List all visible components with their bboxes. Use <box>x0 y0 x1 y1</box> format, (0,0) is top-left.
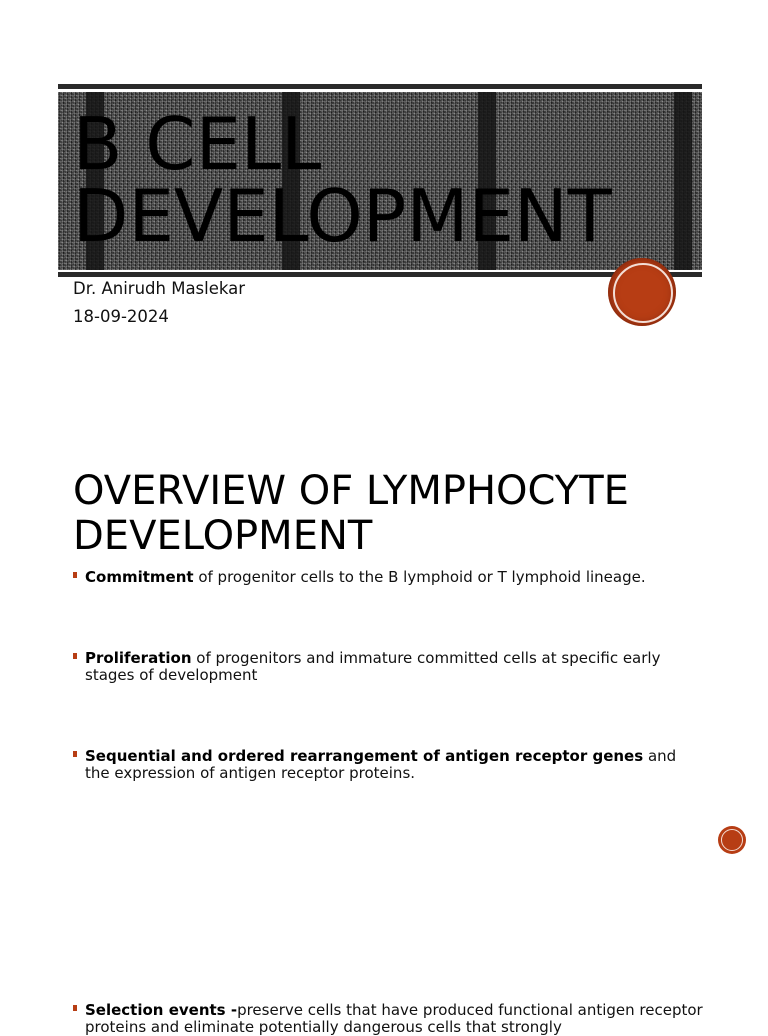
bullet-marker-icon <box>73 1005 77 1011</box>
decorative-circle-small <box>718 826 746 854</box>
bullet-marker-icon <box>73 653 77 659</box>
bullet-text: of progenitors and immature committed cells at specific early stages of development <box>85 649 661 684</box>
bullet-marker-icon <box>73 572 77 578</box>
bullet-item <box>73 748 703 782</box>
bullet-bold-text: Proliferation <box>85 649 192 667</box>
decorative-circle-large <box>608 258 676 326</box>
section-heading-line-2: DEVELOPMENT <box>73 513 373 559</box>
bullet-item <box>73 650 703 684</box>
section-heading-line-1: OVERVIEW OF LYMPHOCYTE <box>73 468 629 514</box>
banner-top-line <box>58 84 702 89</box>
author-name: Dr. Anirudh Maslekar <box>73 279 246 298</box>
slide-title <box>73 102 612 258</box>
bullet-text: of progenitor cells to the B lymphoid or T lymphoid lineage. <box>193 568 646 586</box>
banner-bottom-line <box>58 272 702 277</box>
bullet-text: preserve cells that have produced functional antigen receptor proteins and eliminate potentially dangerous cells that strongly <box>85 1001 703 1036</box>
bullet-bold-text: Commitment <box>85 568 194 586</box>
presentation-date: 18-09-2024 <box>73 307 169 326</box>
bullet-bold-text: Selection events - <box>85 1001 238 1019</box>
bullet-bold-text: Sequential and ordered rearrangement of antigen receptor genes <box>85 747 644 765</box>
bullet-item <box>73 1002 703 1036</box>
bullet-text: and the expression of antigen receptor proteins. <box>85 747 677 782</box>
section-heading <box>73 469 629 559</box>
slide-title-line-2: DEVELOPMENT <box>73 174 612 258</box>
bullet-marker-icon <box>73 751 77 757</box>
bullet-item <box>73 569 703 586</box>
slide-title-line-1: B CELL <box>73 102 322 186</box>
